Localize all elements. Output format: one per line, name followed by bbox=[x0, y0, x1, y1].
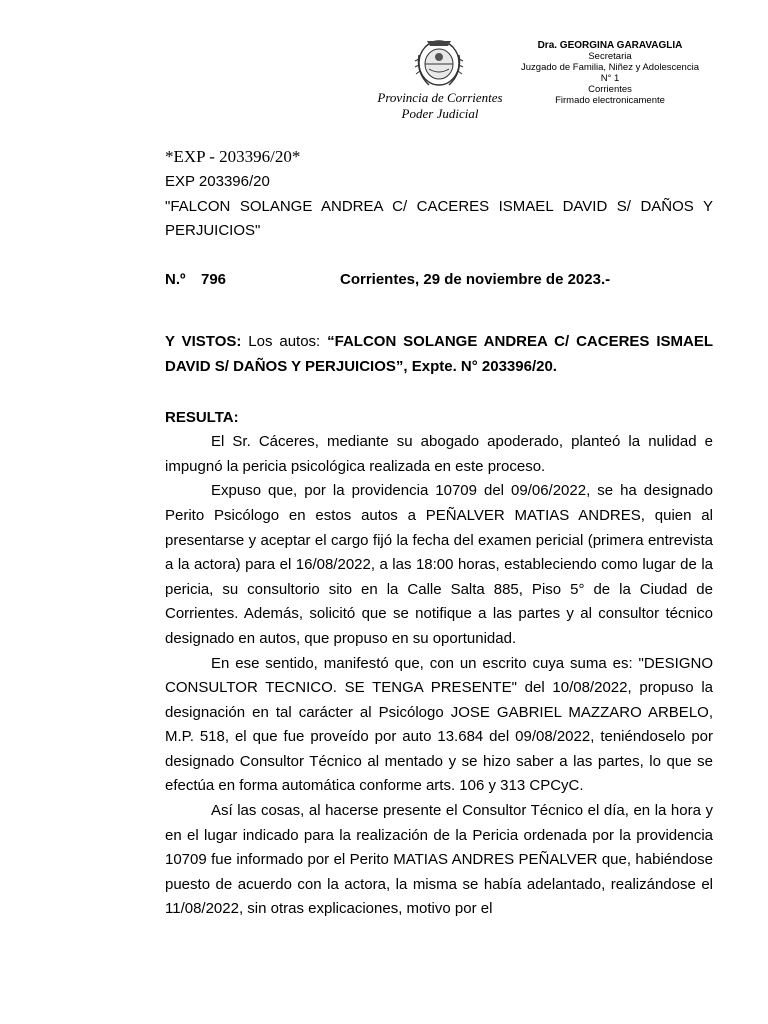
vistos-case-title: “FALCON SOLANGE ANDREA C/ CACERES ISMAEL DAVID S/ DAÑOS Y PERJUICIOS”, Expte. N° 203396/20. bbox=[165, 333, 713, 375]
coat-of-arms-icon bbox=[413, 33, 465, 91]
signer-city: Corrientes bbox=[588, 84, 632, 95]
expediente-barcode-text: *EXP - 203396/20* bbox=[165, 147, 301, 166]
resolution-place-date: Corrientes, 29 de noviembre de 2023.- bbox=[340, 270, 611, 288]
resulta-paragraph-1: El Sr. Cáceres, mediante su abogado apoderado, planteó la nulidad e impugnó la pericia psicológica realizada en este proceso. bbox=[165, 433, 713, 475]
vistos-paragraph bbox=[165, 330, 713, 379]
institution-branch: Poder Judicial bbox=[401, 106, 479, 121]
expediente-number: EXP 203396/20 bbox=[165, 173, 270, 190]
vistos-intro: Los autos: bbox=[241, 333, 328, 351]
signer-court-number: N° 1 bbox=[600, 73, 620, 84]
vistos-label: Y VISTOS: bbox=[165, 333, 242, 351]
signature-status: Firmado electronicamente bbox=[555, 95, 665, 106]
resolution-number: 796 bbox=[201, 270, 227, 288]
resulta-heading: RESULTA: bbox=[165, 408, 239, 426]
signer-name: Dra. GEORGINA GARAVAGLIA bbox=[537, 40, 683, 51]
document-body bbox=[165, 144, 713, 922]
resulta-paragraph-4: Así las cosas, al hacerse presente el Consultor Técnico el día, en la hora y en el lugar indicado para la realización de la Pericia ordenada por la providencia 10709 fue informado por el Perito MATIAS ANDRES PEÑALVER que, habiéndose puesto de acuerdo con la actora, la misma se había adelantado, realizándose el 11/08/2022, sin otras explicaciones, motivo por el bbox=[165, 802, 713, 918]
signer-court: Juzgado de Familia, Niñez y Adolescencia bbox=[521, 62, 699, 73]
resulta-paragraph-3: En ese sentido, manifestó que, con un escrito cuya suma es: "DESIGNO CONSULTOR TECNICO. SE TENGA PRESENTE" del 10/08/2022, propuso la designación en tal carácter al Psicólogo JOSE GABRIEL MAZZARO ARBELO, M.P. 518, el que fue proveído por auto 13.684 del 09/08/2022, teniéndoselo por designado Consultor Técnico al mentado y se hizo saber a las partes, lo que se efectúa en forma automática conforme arts. 106 y 313 CPCyC. bbox=[165, 654, 713, 795]
electronic-signature-block bbox=[500, 40, 720, 106]
resulta-paragraph-2: Expuso que, por la providencia 10709 del 09/06/2022, se ha designado Perito Psicólogo en estos autos a PEÑALVER MATIAS ANDRES, quien al presentarse y aceptar el cargo fijó la fecha del examen pericial (primera entrevista a la actora) para el 16/08/2022, a las 18:00 horas, estableciendo como lugar de la pericia, su consultorio sito en la Calle Salta 885, Piso 5° de la Ciudad de Corrientes. Además, solicitó que se notifique a las partes y al consultor técnico designado en autos, que propuso en su oportunidad. bbox=[165, 482, 713, 647]
resolution-line bbox=[165, 268, 713, 293]
institution-province: Provincia de Corrientes bbox=[377, 90, 503, 105]
signer-role: Secretaria bbox=[588, 51, 632, 62]
case-caption: "FALCON SOLANGE ANDREA C/ CACERES ISMAEL DAVID S/ DAÑOS Y PERJUICIOS" bbox=[165, 197, 713, 240]
resolution-number-label: N.º bbox=[165, 270, 186, 288]
